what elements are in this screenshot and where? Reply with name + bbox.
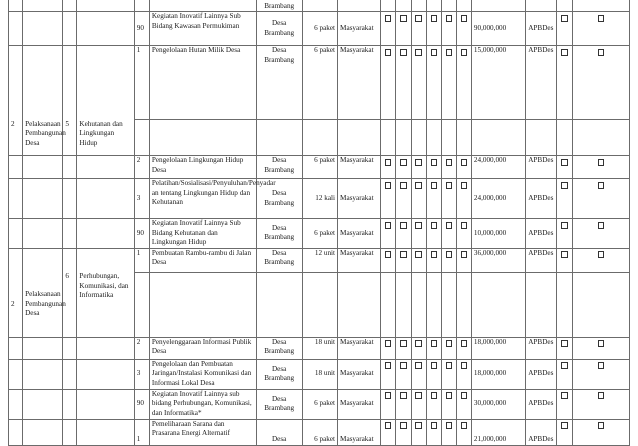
checkbox-icon (415, 159, 421, 166)
cost-cell: 90,000,000 (471, 12, 525, 46)
source-cell: APBDes (526, 219, 557, 249)
target-cell: Masyarakat (338, 359, 381, 389)
checkbox-icon (598, 49, 604, 56)
activity-name: Kegiatan Inovatif Lainnya sub bidang Perhubungan, Komunikasi, dan Informatika* (149, 389, 256, 419)
subfield-number: 5 (63, 120, 77, 156)
checkbox-icon (385, 251, 391, 258)
checkbox-icon (385, 15, 391, 22)
checkbox-icon (431, 159, 437, 166)
checkbox-icon (385, 182, 391, 189)
checkbox-icon (385, 422, 391, 429)
checkbox-icon (415, 182, 421, 189)
target-cell: Masyarakat (338, 419, 381, 445)
checkbox-icon (598, 392, 604, 399)
checkbox-icon (461, 182, 467, 189)
source-cell: APBDes (526, 337, 557, 359)
volume-cell: 6 paket (302, 46, 337, 120)
location-cell: Brambang (256, 0, 302, 12)
checkbox-icon (385, 340, 391, 347)
checkbox-icon (598, 182, 604, 189)
volume-cell: 6 paket (302, 156, 337, 179)
checkbox-icon (431, 251, 437, 258)
checkbox-icon (415, 422, 421, 429)
location-cell: Desa Brambang (256, 179, 302, 219)
cost-cell: 10,000,000 (471, 219, 525, 249)
checkbox-icon (461, 15, 467, 22)
activity-name: Pelatihan/Sosialisasi/Penyuluhan/Penyadar an tentang Lingkungan Hidup dan Kehutanan (149, 179, 256, 219)
checkbox-icon (415, 251, 421, 258)
location-cell: Desa Brambang (256, 219, 302, 249)
location-cell: Desa Brambang (256, 156, 302, 179)
activity-code: 1 (134, 419, 149, 445)
table-row (9, 0, 630, 12)
volume-cell: 12 kali (302, 179, 337, 219)
table-row (9, 120, 630, 156)
checkbox-icon (400, 49, 406, 56)
checkbox-icon (385, 222, 391, 229)
cost-cell: 18,000,000 (471, 337, 525, 359)
checkbox-icon (400, 422, 406, 429)
table-row (9, 46, 630, 120)
activity-code: 2 (134, 156, 149, 179)
checkbox-icon (385, 392, 391, 399)
source-cell: APBDes (526, 389, 557, 419)
volume-cell: 6 paket (302, 219, 337, 249)
volume-cell: 18 unit (302, 337, 337, 359)
subfield-name: Perhubungan, Komunikasi, dan Informatika (77, 272, 134, 337)
table-row (9, 12, 630, 46)
target-cell: Masyarakat (338, 337, 381, 359)
checkbox-icon (446, 422, 452, 429)
checkbox-icon (446, 392, 452, 399)
checkbox-icon (561, 362, 567, 369)
checkbox-icon (431, 15, 437, 22)
checkbox-icon (400, 362, 406, 369)
source-cell: APBDes (526, 359, 557, 389)
cost-cell: 21,000,000 (471, 419, 525, 445)
location-cell: Desa Brambang (256, 359, 302, 389)
checkbox-icon (431, 362, 437, 369)
checkbox-icon (400, 222, 406, 229)
source-cell: APBDes (526, 156, 557, 179)
checkbox-icon (400, 392, 406, 399)
budget-table (8, 0, 630, 446)
checkbox-icon (385, 49, 391, 56)
checkbox-icon (385, 159, 391, 166)
checkbox-icon (431, 340, 437, 347)
target-cell: Masyarakat (338, 46, 381, 120)
checkbox-icon (415, 340, 421, 347)
checkbox-icon (431, 182, 437, 189)
location-cell: Desa Brambang (256, 12, 302, 46)
checkbox-icon (415, 15, 421, 22)
checkbox-icon (561, 159, 567, 166)
activity-name: Pemeliharaan Sarana dan Prasarana Energi Alternatif (149, 419, 256, 445)
table-row (9, 419, 630, 445)
checkbox-icon (446, 159, 452, 166)
checkbox-icon (561, 182, 567, 189)
volume-cell: 18 unit (302, 359, 337, 389)
group-field: Pelaksanaan Pembangunan Desa (23, 120, 63, 156)
location-cell: Desa Brambang (256, 389, 302, 419)
cost-cell: 36,000,000 (471, 248, 525, 272)
cost-cell: 30,000,000 (471, 389, 525, 419)
checkbox-icon (385, 362, 391, 369)
checkbox-icon (461, 392, 467, 399)
table-row (9, 272, 630, 337)
table-row (9, 359, 630, 389)
source-cell: APBDes (526, 248, 557, 272)
source-cell: APBDes (526, 179, 557, 219)
activity-code: 2 (134, 337, 149, 359)
checkbox-icon (431, 222, 437, 229)
target-cell: Masyarakat (338, 12, 381, 46)
checkbox-icon (561, 251, 567, 258)
checkbox-icon (561, 340, 567, 347)
activity-code: 90 (134, 219, 149, 249)
activity-code: 1 (134, 46, 149, 120)
table-row (9, 389, 630, 419)
checkbox-icon (561, 15, 567, 22)
table-row (9, 219, 630, 249)
checkbox-icon (461, 49, 467, 56)
checkbox-icon (461, 251, 467, 258)
table-row (9, 179, 630, 219)
checkbox-icon (415, 362, 421, 369)
checkbox-icon (598, 362, 604, 369)
volume-cell: 6 paket (302, 389, 337, 419)
cost-cell: 15,000,000 (471, 46, 525, 120)
activity-name: Pengelolaan Lingkungan Hidup Desa (149, 156, 256, 179)
checkbox-icon (561, 392, 567, 399)
checkbox-icon (446, 362, 452, 369)
target-cell: Masyarakat (338, 389, 381, 419)
activity-code: 1 (134, 248, 149, 272)
checkbox-icon (431, 49, 437, 56)
activity-name: Kegiatan Inovatif Lainnya Sub Bidang Kehutanan dan Lingkungan Hidup (149, 219, 256, 249)
activity-name: Pembuatan Rambu-rambu di Jalan Desa (149, 248, 256, 272)
cost-cell: 24,000,000 (471, 156, 525, 179)
checkbox-icon (415, 222, 421, 229)
group-number: 2 (9, 120, 23, 156)
activity-name: Pengelolaan dan Pembuatan Jaringan/Instalasi Komunikasi dan Informasi Lokal Desa (149, 359, 256, 389)
table-row (9, 337, 630, 359)
checkbox-icon (415, 49, 421, 56)
checkbox-icon (598, 251, 604, 258)
checkbox-icon (431, 422, 437, 429)
group-field: Pelaksanaan Pembangunan Desa (23, 272, 63, 337)
activity-code: 90 (134, 389, 149, 419)
checkbox-icon (461, 362, 467, 369)
volume-cell: 6 paket (302, 419, 337, 445)
checkbox-icon (446, 49, 452, 56)
activity-name: Kegiatan Inovatif Lainnya Sub Bidang Kawasan Permukiman (149, 12, 256, 46)
checkbox-icon (446, 251, 452, 258)
location-cell: Desa Brambang (256, 46, 302, 120)
group-number: 2 (9, 272, 23, 337)
checkbox-icon (461, 422, 467, 429)
checkbox-icon (446, 340, 452, 347)
checkbox-icon (446, 15, 452, 22)
checkbox-icon (561, 422, 567, 429)
table-row (9, 248, 630, 272)
source-cell: APBDes (526, 46, 557, 120)
volume-cell: 6 paket (302, 12, 337, 46)
checkbox-icon (598, 15, 604, 22)
activity-name: Penyelenggaraan Informasi Publik Desa (149, 337, 256, 359)
target-cell: Masyarakat (338, 219, 381, 249)
checkbox-icon (400, 251, 406, 258)
checkbox-icon (461, 159, 467, 166)
activity-code: 90 (134, 12, 149, 46)
location-cell: Desa Brambang (256, 337, 302, 359)
target-cell: Masyarakat (338, 156, 381, 179)
activity-name: Pengelolaan Hutan Milik Desa (149, 46, 256, 120)
checkbox-icon (561, 222, 567, 229)
cost-cell: 18,000,000 (471, 359, 525, 389)
source-cell: APBDes (526, 12, 557, 46)
table-row (9, 156, 630, 179)
source-cell: APBDes (526, 419, 557, 445)
activity-code: 3 (134, 179, 149, 219)
target-cell: Masyarakat (338, 248, 381, 272)
checkbox-icon (400, 15, 406, 22)
checkbox-icon (446, 182, 452, 189)
checkbox-icon (400, 159, 406, 166)
location-cell: Desa (256, 419, 302, 445)
subfield-name: Kehutanan dan Lingkungan Hidup (77, 120, 134, 156)
checkbox-icon (598, 340, 604, 347)
checkbox-icon (461, 340, 467, 347)
checkbox-icon (598, 222, 604, 229)
checkbox-icon (431, 392, 437, 399)
activity-code: 3 (134, 359, 149, 389)
checkbox-icon (400, 340, 406, 347)
checkbox-icon (400, 182, 406, 189)
checkbox-icon (461, 222, 467, 229)
checkbox-icon (415, 392, 421, 399)
checkbox-icon (446, 222, 452, 229)
cost-cell: 24,000,000 (471, 179, 525, 219)
checkbox-icon (561, 49, 567, 56)
checkbox-icon (598, 422, 604, 429)
checkbox-icon (598, 159, 604, 166)
subfield-number: 6 (63, 272, 77, 337)
target-cell: Masyarakat (338, 179, 381, 219)
location-cell: Desa Brambang (256, 248, 302, 272)
volume-cell: 12 unit (302, 248, 337, 272)
